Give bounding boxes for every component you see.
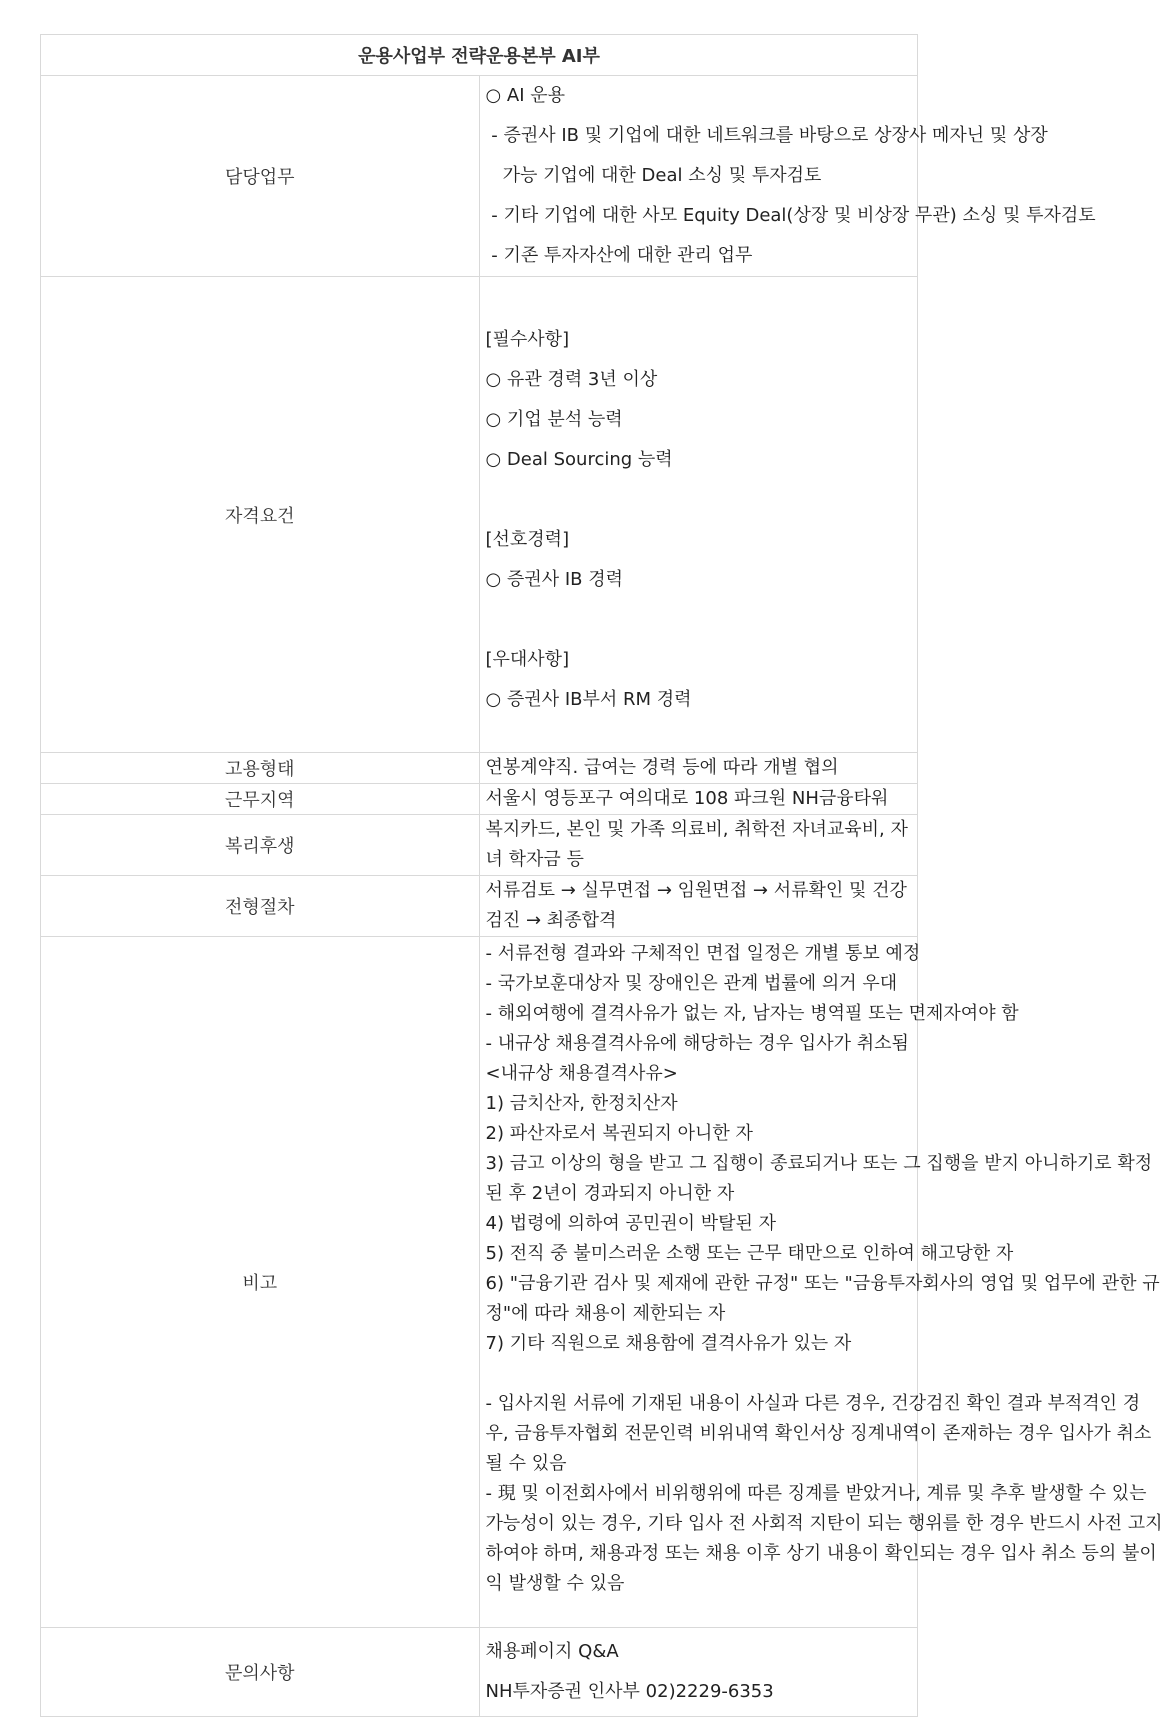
required-item: ○ Deal Sourcing 능력 [485,449,673,470]
remark-line: 4) 법령에 의하여 공민권이 박탈된 자 [485,1213,777,1234]
preferred-title: [선호경력] [485,529,570,550]
preferred-item: ○ 증권사 IB 경력 [485,569,623,590]
inquiry-label: 문의사항 [41,1628,480,1717]
bonus-item: ○ 증권사 IB부서 RM 경력 [485,689,692,710]
remark-line: 하여야 하며, 채용과정 또는 채용 이후 상기 내용이 확인되는 경우 입사 취소 등의 불이 [485,1543,1157,1564]
remark-line: 2) 파산자로서 복권되지 아니한 자 [485,1123,753,1144]
duty-line: - 기타 기업에 대한 사모 Equity Deal(상장 및 비상장 무관) 소싱 및 투자검토 [485,205,1096,226]
remark-line: 가능성이 있는 경우, 기타 입사 전 사회적 지탄이 되는 행위를 한 경우 반드시 사전 고지 [485,1513,1163,1534]
remark-line: <내규상 채용결격사유> [485,1063,678,1084]
remark-line: 7) 기타 직원으로 채용함에 결격사유가 있는 자 [485,1333,852,1354]
remarks-label: 비고 [41,937,480,1628]
department-title: 운용사업부 전략운용본부 AI부 [41,35,918,76]
location-label: 근무지역 [41,784,480,815]
remark-line: - 해외여행에 결격사유가 없는 자, 남자는 병역필 또는 면제자여야 함 [485,1003,1019,1024]
remark-line: 5) 전직 중 불미스러운 소행 또는 근무 태만으로 인하여 해고당한 자 [485,1243,1014,1264]
location-row [41,784,918,815]
benefits-label: 복리후생 [41,815,480,876]
employment-row [41,753,918,784]
duty-line: 가능 기업에 대한 Deal 소싱 및 투자검토 [485,165,822,186]
inquiry-contact: NH투자증권 인사부 02)2229-6353 [485,1681,774,1702]
qualifications-label: 자격요건 [41,277,480,753]
remark-line: - 국가보훈대상자 및 장애인은 관계 법률에 의거 우대 [485,973,898,994]
inquiry-row [41,1628,918,1717]
process-value: 서류검토 → 실무면접 → 임원면접 → 서류확인 및 건강검진 → 최종합격 [479,876,918,937]
process-label: 전형절차 [41,876,480,937]
duties-row [41,76,918,277]
bonus-title: [우대사항] [485,649,570,670]
job-posting [40,34,1163,1717]
remark-line: 정"에 따라 채용이 제한되는 자 [485,1303,726,1324]
employment-value: 연봉계약직. 급여는 경력 등에 따라 개별 협의 [479,753,918,784]
qualifications-row [41,277,918,753]
required-item: ○ 유관 경력 3년 이상 [485,369,658,390]
duty-line: ○ AI 운용 [485,85,566,106]
header-row [41,35,918,76]
inquiry-qa: 채용페이지 Q&A [485,1641,619,1662]
remark-line: 익 발생할 수 있음 [485,1573,625,1594]
remark-line: 된 후 2년이 경과되지 아니한 자 [485,1183,735,1204]
remark-line: - 現 및 이전회사에서 비위행위에 따른 징계를 받았거나, 계류 및 추후 발생할 수 있는 [485,1483,1147,1504]
required-title: [필수사항] [485,329,570,350]
duty-line: - 증권사 IB 및 기업에 대한 네트워크를 바탕으로 상장사 메자닌 및 상장 [485,125,1048,146]
qualifications-content [479,277,918,753]
required-item: ○ 기업 분석 능력 [485,409,623,430]
remark-line: 1) 금치산자, 한정치산자 [485,1093,678,1114]
remark-line: - 내규상 채용결격사유에 해당하는 경우 입사가 취소됨 [485,1033,909,1054]
remark-line: - 입사지원 서류에 기재된 내용이 사실과 다른 경우, 건강검진 확인 결과 부적격인 경 [485,1393,1141,1414]
remark-line: - 서류전형 결과와 구체적인 면접 일정은 개별 통보 예정 [485,943,921,964]
remark-line: 6) "금융기관 검사 및 제재에 관한 규정" 또는 "금융투자회사의 영업 및 업무에 관한 규 [485,1273,1160,1294]
remarks-content [479,937,1163,1628]
inquiry-content [479,1628,918,1717]
duties-label: 담당업무 [41,76,480,277]
duties-content [479,76,1096,277]
remark-line: 우, 금융투자협회 전문인력 비위내역 확인서상 징계내역이 존재하는 경우 입사가 취소 [485,1423,1152,1444]
location-value: 서울시 영등포구 여의대로 108 파크원 NH금융타워 [479,784,918,815]
job-details-table [40,34,1163,1717]
benefits-row [41,815,918,876]
process-row [41,876,918,937]
employment-label: 고용형태 [41,753,480,784]
remark-line: 3) 금고 이상의 형을 받고 그 집행이 종료되거나 또는 그 집행을 받지 아니하기로 확정 [485,1153,1153,1174]
remarks-row [41,937,918,1628]
benefits-value: 복지카드, 본인 및 가족 의료비, 취학전 자녀교육비, 자녀 학자금 등 [479,815,918,876]
duty-line: - 기존 투자자산에 대한 관리 업무 [485,245,753,266]
remark-line: 될 수 있음 [485,1453,567,1474]
